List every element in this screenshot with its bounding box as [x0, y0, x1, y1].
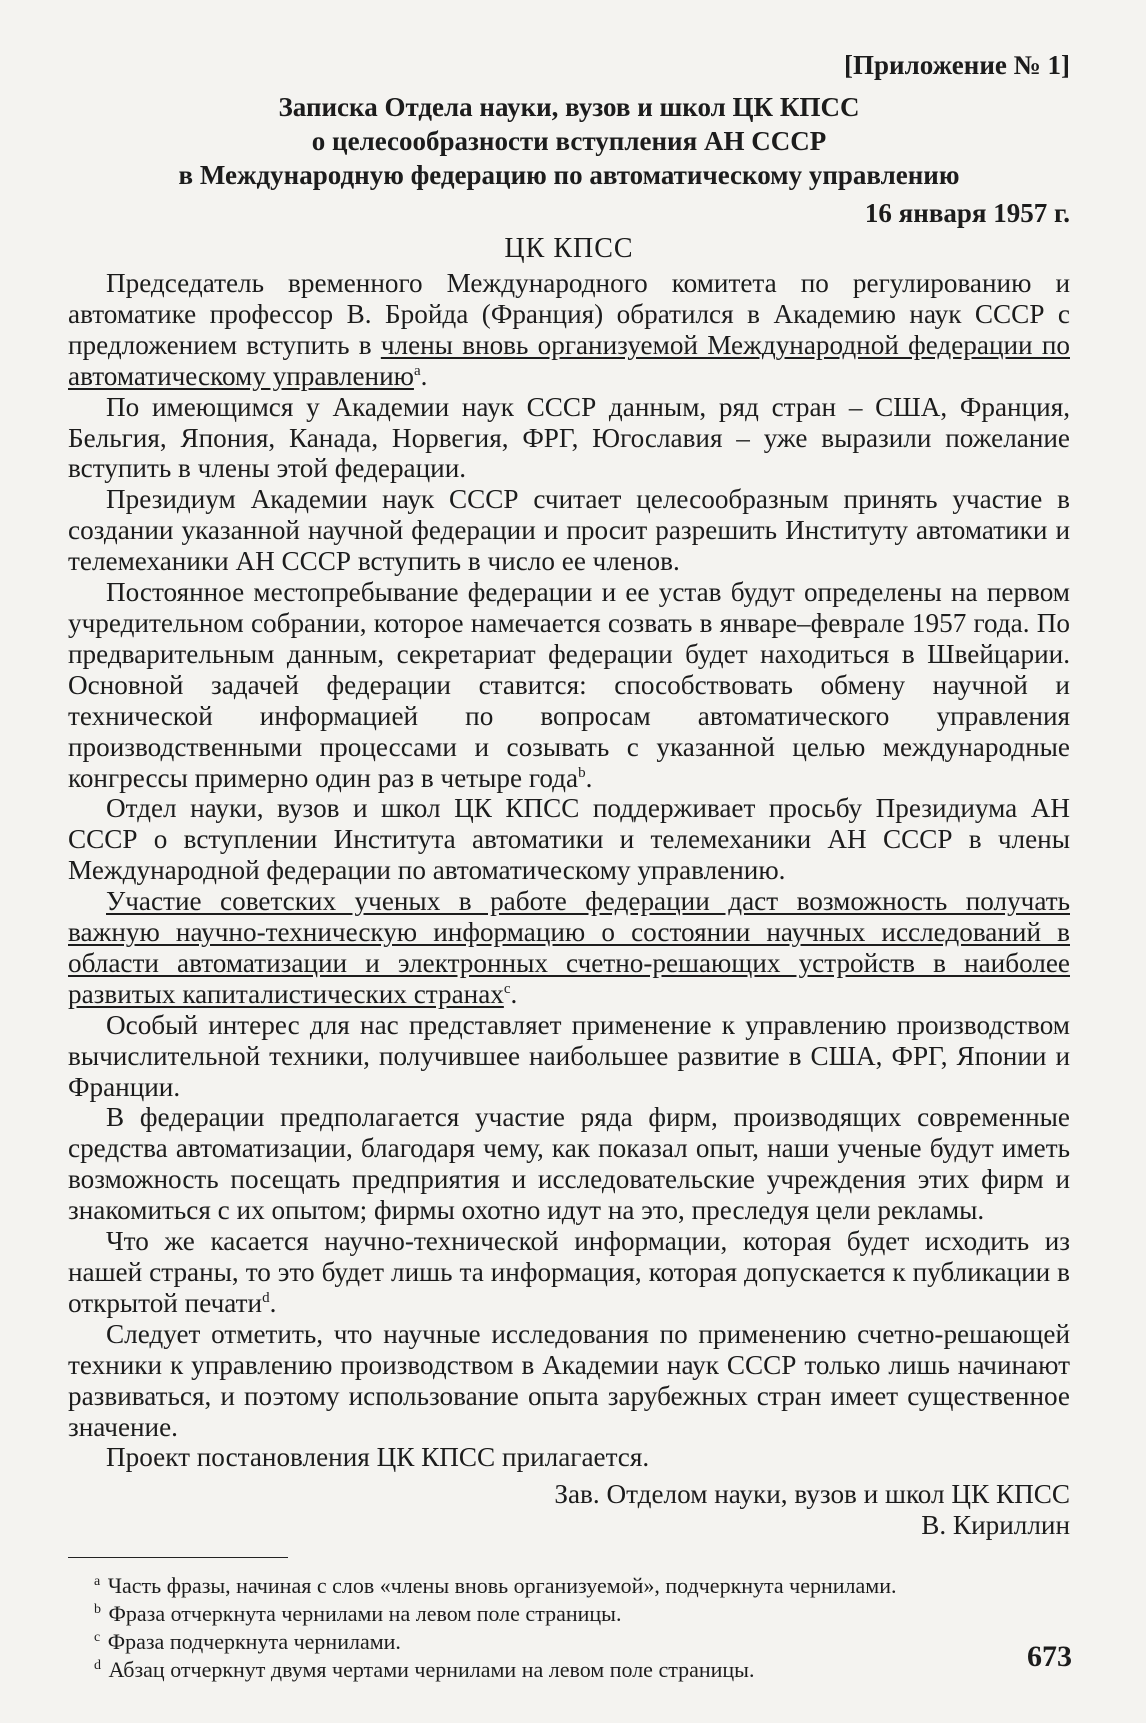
paragraph-4: Постоянное местопребывание федерации и ее устав будут определены на первом учредительном собрании, которое намечается созвать в январе–феврале 1957 года. По предварительным данным, секретариат федерации будет находиться в Швейцарии. Основной задачей федерации ставится: способствовать обмену научной и технической информацией по вопросам автоматического управления производственными процессами и созывать с указанной целью международные конгрессы примерно один раз в четыре года$^b$. [68, 577, 1070, 793]
footnote [94, 1628, 1070, 1656]
footnote-mark: a [413, 362, 421, 379]
footnote-mark: b [94, 1601, 101, 1617]
footnote-mark: c [94, 1629, 101, 1645]
paragraph-10: Следует отметить, что научные исследования по применению счетно-решающей техники к управлению производством в Академии наук СССР только лишь начинают развиваться, и поэтому использование опыта зарубежных стран имеет существенное значение. [68, 1318, 1070, 1442]
paragraph-11: Проект постановления ЦК КПСС прилагается. [106, 1442, 650, 1473]
document-date: 16 января 1957 г. [864, 198, 1070, 228]
paragraph-9: Что же касается научно-технической информации, которая будет исходить из нашей страны, то это будет лишь та информация, которая допускается к публикации в открытой печати$^d$. [68, 1226, 1070, 1318]
paragraph-text: Председатель временного Международного комитета по регулированию и автоматике профессор В. Бройда (Франция) обратился в Академию наук СССР с предложением вступить в [68, 268, 1070, 360]
footnote-text: Абзац отчеркнут двумя чертами чернилами на левом поле страницы. [108, 1657, 755, 1683]
paragraph-6: Участие советских ученых в работе федерации даст возможность получать важную научно-техническую информацию о состоянии научных исследований в области автоматизации и электронных счетно-решающих устройств в наиболее развитых капиталистических странах$^c$. [68, 886, 1070, 1009]
document-title [68, 90, 1070, 192]
footnote-mark: c [503, 980, 511, 997]
paragraph-8: В федерации предполагается участие ряда фирм, производящих современные средства автоматизации, благодаря чему, как показал опыт, наши ученые будут иметь возможность посещать предприятия и исследовательские учреждения этих фирм и знакомиться с их опытом; фирмы охотно идут на это, преследуя цели рекламы. [68, 1102, 1070, 1226]
footnote-divider [68, 1557, 288, 1558]
paragraph-7: Особый интерес для нас представляет применение к управлению производством вычислительной техники, получившее наибольшее развитие в США, ФРГ, Японии и Франции. [68, 1009, 1070, 1102]
underlined-phrase: члены вновь организуемой Международной федерации по автоматическому управлению [68, 329, 1070, 391]
footnote-text: Фраза отчеркнута чернилами на левом поле страницы. [108, 1601, 622, 1627]
paragraph-text: Постоянное местопребывание федерации и ее устав будут определены на первом учредительном собрании, которое намечается созвать в январе–феврале 1957 года. По предварительным данным, секретариат федерации будет находиться в Швейцарии. Основной задачей федерации ставится: способствовать обмену научной и технической информацией по вопросам автоматического управления производственными процессами и созывать с указанной целью международные конгрессы примерно один раз в четыре года [68, 577, 1070, 793]
paragraph-1: Председатель временного Международного комитета по регулированию и автоматике профессор В. Бройда (Франция) обратился в Академию наук СССР с предложением вступить в члены вновь организуемой Международной федерации по автоматическому управлению$^a$. [68, 268, 1070, 391]
paragraph-5: Отдел науки, вузов и школ ЦК КПСС поддерживает просьбу Президиума АН СССР о вступлении Института автоматики и телемеханики АН СССР в члены Международной федерации по автоматическому управлению. [68, 793, 1070, 886]
footnote [94, 1656, 1070, 1684]
paragraph-text: Что же касается научно-технической информации, которая будет исходить из нашей страны, то это будет лишь та информация, которая допускается к публикации в открытой печати [68, 1226, 1070, 1318]
page-number: 673 [1027, 1640, 1072, 1673]
paragraph-2: По имеющимся у Академии наук СССР данным, ряд стран – США, Франция, Бельгия, Япония, Канада, Норвегия, ФРГ, Югославия – уже выразили пожелание вступить в члены этой федерации. [68, 391, 1070, 484]
footnote-mark: a [94, 1573, 101, 1589]
footnote-mark: b [578, 764, 586, 781]
footnote-mark: d [94, 1657, 101, 1673]
footnote-mark: d [262, 1289, 270, 1306]
signature-position: Зав. Отделом науки, вузов и школ ЦК КПСС [554, 1479, 1070, 1510]
document-body [68, 268, 1070, 1473]
footnotes [68, 1572, 1070, 1684]
signature-block [68, 1479, 1070, 1541]
addressee: ЦК КПСС [504, 233, 634, 264]
page-content [68, 48, 1070, 1684]
underlined-phrase: Участие советских ученых в работе федерации даст возможность получать важную научно-техническую информацию о состоянии научных исследований в области автоматизации и электронных счетно-решающих устройств в наиболее развитых капиталистических странах [68, 886, 1070, 1009]
title-line: в Международную федерацию по автоматическому управлению [178, 160, 960, 190]
footnote-text: Фраза подчеркнута чернилами. [107, 1629, 401, 1655]
footnote [94, 1600, 1070, 1628]
title-line: о целесообразности вступления АН СССР [311, 126, 827, 156]
footnote-text: Часть фразы, начиная с слов «члены вновь организуемой», подчеркнута чернилами. [107, 1573, 897, 1599]
signature-name: В. Кириллин [921, 1510, 1070, 1541]
title-line: Записка Отдела науки, вузов и школ ЦК КПСС [278, 92, 860, 122]
appendix-label: [Приложение № 1] [844, 50, 1070, 80]
footnote [94, 1572, 1070, 1600]
paragraph-3: Президиум Академии наук СССР считает целесообразным принять участие в создании указанной научной федерации и просит разрешить Институту автоматики и телемеханики АН СССР вступить в число ее членов. [68, 484, 1070, 577]
